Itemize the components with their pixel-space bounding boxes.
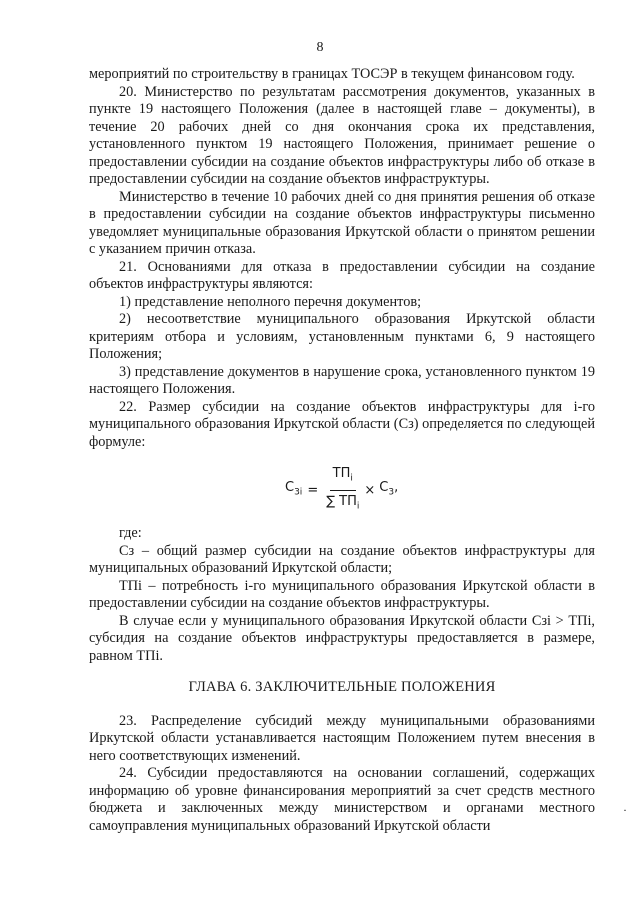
formula-fraction: [326, 465, 359, 516]
formula-lhs: $С_{3i}$: [285, 480, 303, 498]
margin-mark: ·: [623, 803, 627, 817]
paragraph-21-item-2: 2) несоответствие муниципального образования Иркутской области критериям отбора и условиям, установленным пунктами 6, 9 настоящего Положения;: [89, 311, 595, 362]
subsidy-formula: [89, 461, 595, 521]
formula-equals: =: [307, 482, 319, 498]
where-label: где:: [119, 525, 142, 541]
formula-denominator: ∑ $ТП_i$: [326, 494, 360, 512]
paragraph-21: 21. Основаниями для отказа в предоставлении субсидии на создание объектов инфраструктуры являются:: [89, 258, 595, 292]
paragraph-continuation: мероприятий по строительству в границах ТОСЭР в текущем финансовом году.: [89, 66, 575, 82]
paragraph-21-item-3: 3) представление документов в нарушение срока, установленного пунктом 19 настоящего Положения.: [89, 363, 595, 397]
paragraph-20-notice: Министерство в течение 10 рабочих дней со дня принятия решения об отказе в предоставлении субсидии на создание объектов инфраструктуры письменно уведомляет муниципальные образования Иркутской области о принятом решении с указанием причин отказа.: [89, 188, 595, 257]
definition-tpi: ТПi – потребность i-го муниципального образования Иркутской области в предоставлении субсидии на создание объектов инфраструктуры.: [89, 577, 595, 611]
paragraph-23: 23. Распределение субсидий между муниципальными образованиями Иркутской области устанавливается настоящим Положением путем внесения в него соответствующих изменений.: [89, 712, 595, 764]
paragraph-22: 22. Размер субсидии на создание объектов инфраструктуры для i-го муниципального образования Иркутской области (Cз) определяется по следующей формуле:: [89, 398, 595, 450]
paragraph-21-item-1: 1) представление неполного перечня документов;: [119, 293, 422, 310]
formula-times: ×: [364, 482, 376, 498]
page-number: 8: [316, 40, 324, 55]
paragraph-24: 24. Субсидии предоставляются на основании соглашений, содержащих информацию об уровне финансирования мероприятий за счет средств местного бюджета и заключенных между министерством и органами местного самоуправления муниципальных образований Иркутской области: [89, 765, 595, 834]
chapter-title: ГЛАВА 6. ЗАКЛЮЧИТЕЛЬНЫЕ ПОЛОЖЕНИЯ: [188, 679, 496, 695]
document-body: [89, 66, 595, 835]
paragraph-20: 20. Министерство по результатам рассмотрения документов, указанных в пункте 19 настоящего Положения (далее в настоящей главе – документы), в течение 20 рабочих дней со дня окончания срока их представления, установленного пунктом 19 настоящего Положения, принимает решение о предоставлении субсидии на создание объектов инфраструктуры либо об отказе в предоставлении субсидии на создание объектов инфраструктуры.: [89, 83, 595, 187]
formula-rhs: $С_3$,: [379, 480, 399, 498]
formula-numerator: $ТП_i$: [330, 465, 356, 491]
definition-condition: В случае если у муниципального образования Иркутской области Cзi > ТПi, субсидия на создание объектов инфраструктуры предоставляется в размере, равном ТПi.: [89, 612, 595, 664]
definition-cz: Cз – общий размер субсидии на создание объектов инфраструктуры для муниципальных образований Иркутской области;: [89, 542, 595, 576]
